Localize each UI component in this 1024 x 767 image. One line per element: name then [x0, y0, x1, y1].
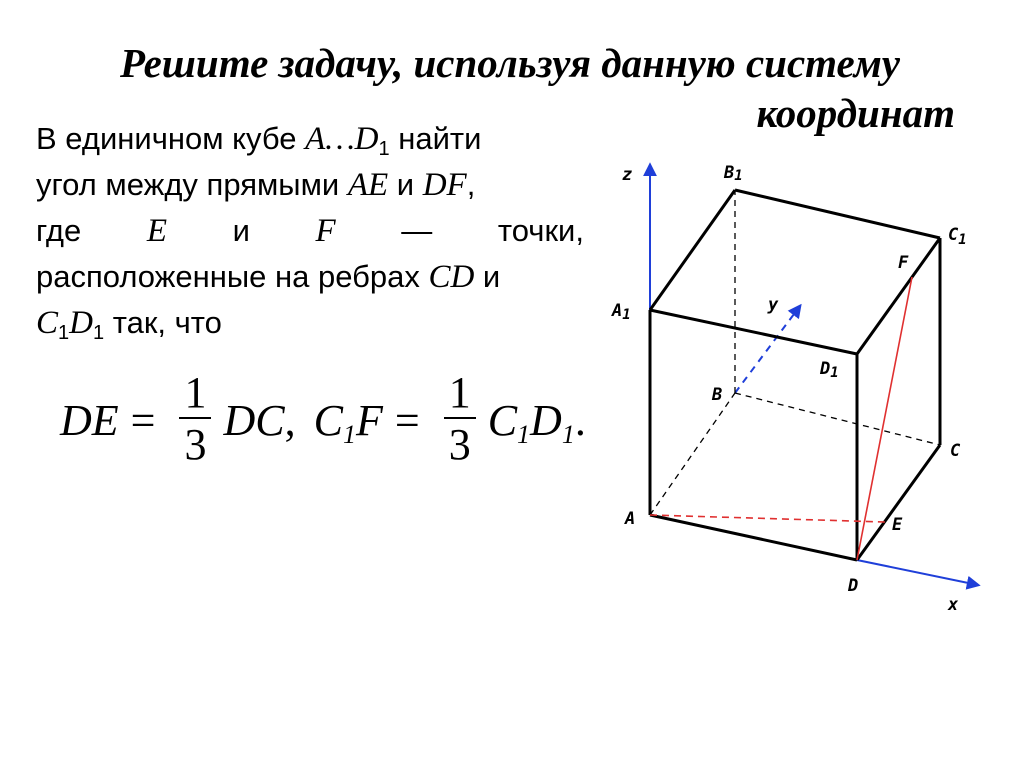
fraction-one-third-2: $\frac{1}{3}$ [444, 369, 476, 471]
title-line-2: координат [756, 90, 955, 136]
label-y: y [768, 295, 779, 315]
label-d1: D1 [820, 359, 839, 381]
formula-c1f: $C_1F$ [313, 395, 383, 449]
fraction-one-third-1: $\frac{1}{3}$ [179, 369, 211, 471]
edge-dc [857, 445, 940, 560]
problem-line-4: расположенные на ребрах CD и [36, 259, 501, 295]
label-c: C [950, 441, 961, 461]
label-x: x [948, 595, 959, 615]
condition-formula [60, 365, 586, 475]
formula-period: . [574, 395, 586, 445]
edge-b1c1 [735, 190, 940, 238]
formula-dc: DC [223, 395, 285, 445]
problem-line-5: $C_1D_1$ так, что [36, 305, 222, 344]
cube-diagram [600, 150, 1000, 630]
edge-a1d1 [650, 310, 857, 354]
title-line-1: Решите задачу, используя данную систему [120, 40, 900, 86]
problem-line-3: где E и F — точки, [36, 213, 584, 249]
formula-equals-1: = [130, 395, 156, 445]
segment-df [857, 277, 912, 560]
segment-ae [650, 515, 885, 522]
edge-bc [735, 393, 940, 445]
formula-comma: , [284, 395, 296, 445]
label-d: D [848, 576, 859, 596]
label-e: E [892, 515, 903, 535]
problem-line-2: угол между прямыми AE и DF, [36, 167, 476, 203]
formula-equals-2: = [394, 395, 420, 445]
edge-ab [650, 393, 735, 515]
label-b1: B1 [724, 163, 743, 184]
formula-de: DE [60, 395, 119, 445]
x-axis [857, 560, 978, 585]
edge-ad [650, 515, 857, 560]
label-b: B [712, 385, 723, 405]
label-a1: A1 [612, 301, 631, 323]
formula-c1d1: $C_1D_1$ [487, 395, 575, 449]
problem-line-1: В единичном кубе $A\dots D_1$ найти [36, 121, 482, 160]
y-axis [735, 306, 800, 393]
label-c1: $C_1$ [948, 225, 967, 248]
label-a: A [625, 509, 636, 529]
label-z: z [622, 165, 633, 185]
edge-a1b1 [650, 190, 735, 310]
label-f: F [898, 253, 909, 273]
problem-statement [36, 116, 584, 346]
